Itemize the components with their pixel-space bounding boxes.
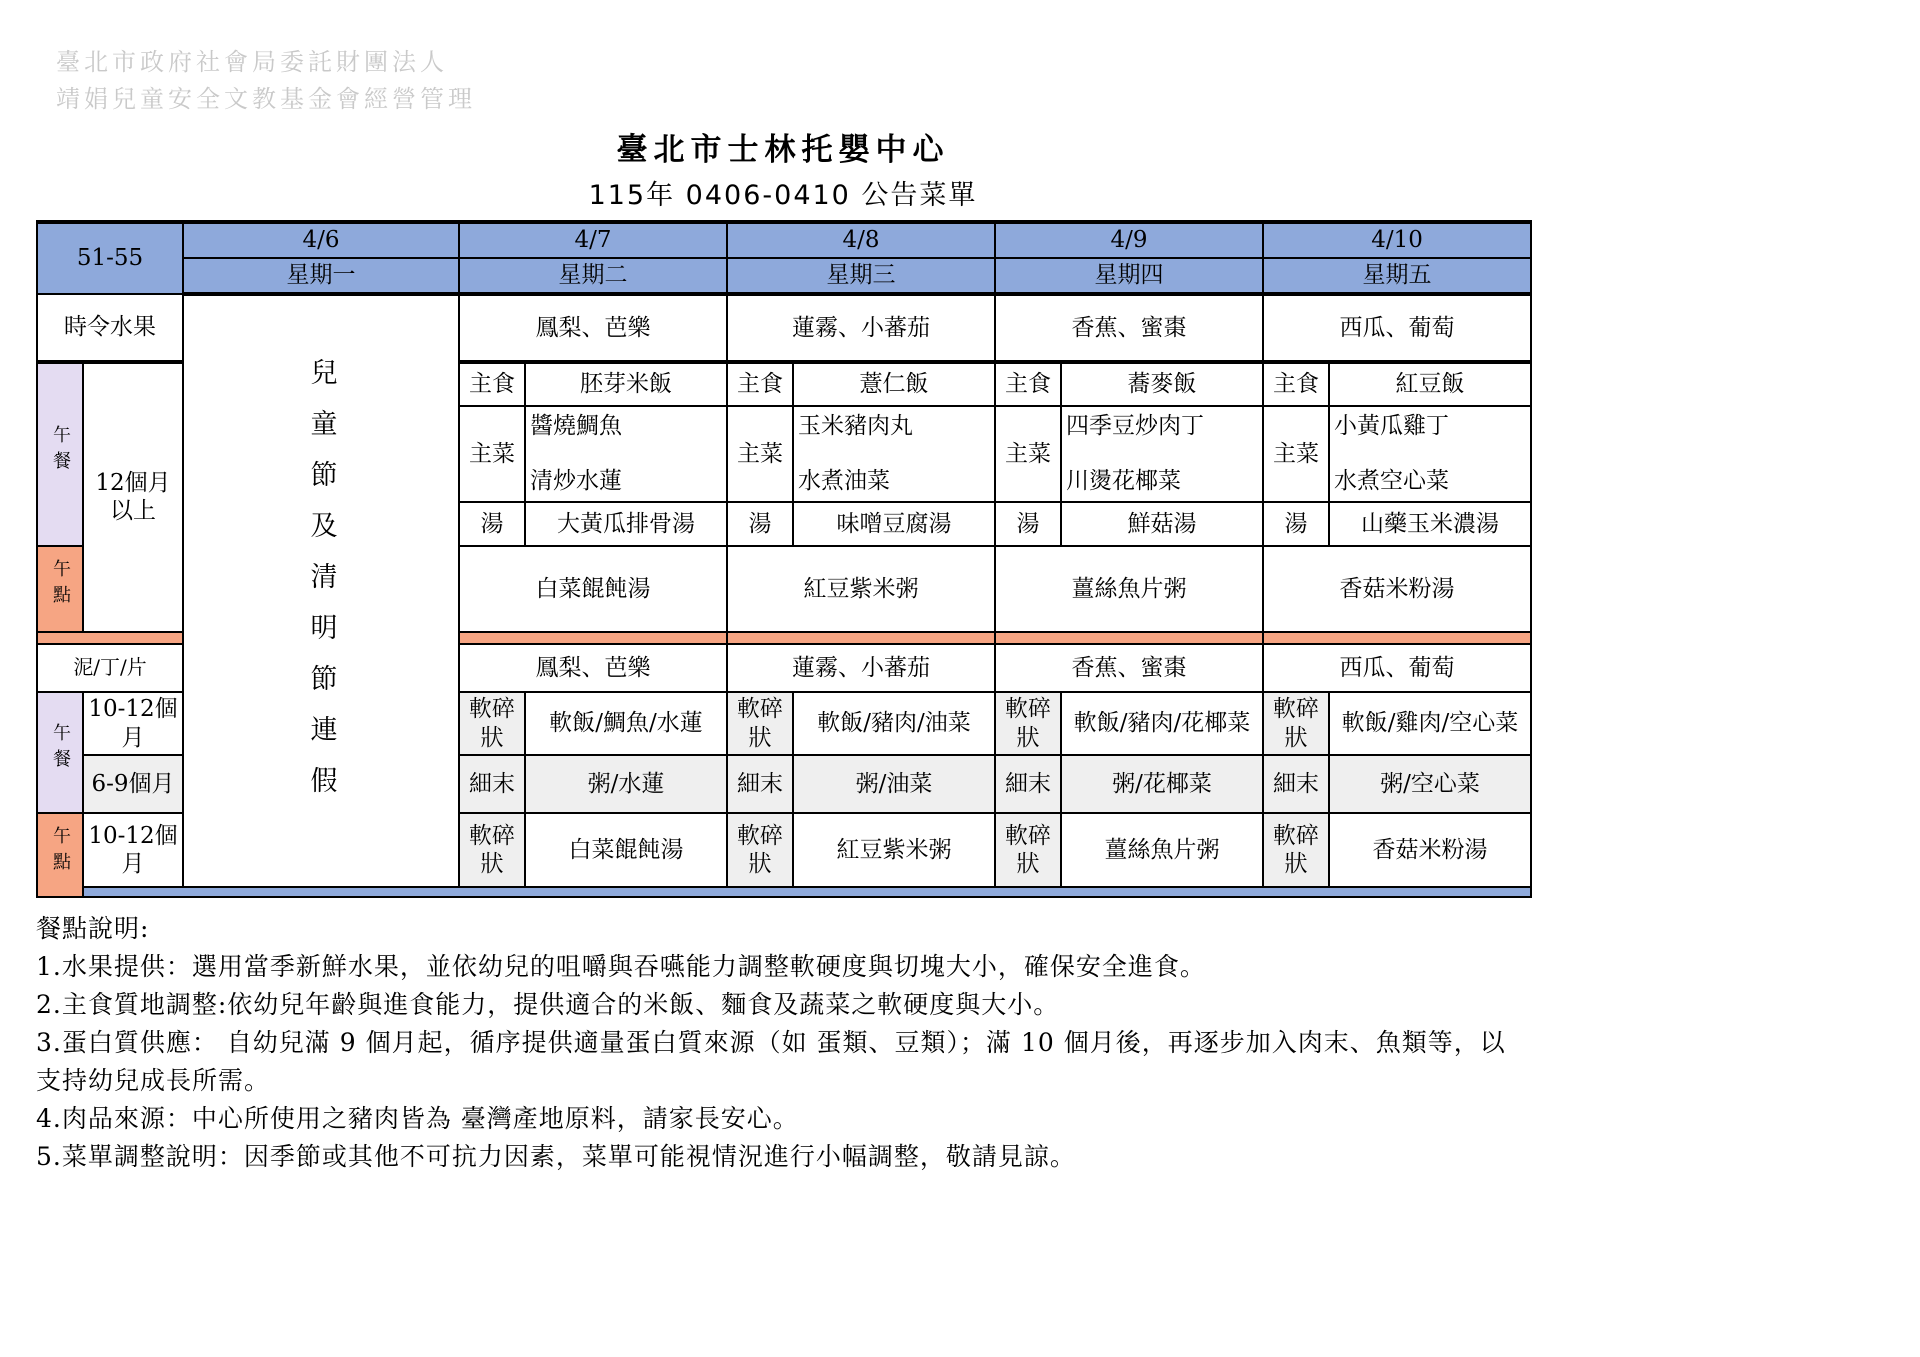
bottom-band (83, 887, 1531, 897)
fruit-cell: 香蕉、蜜棗 (995, 644, 1263, 692)
soft-meal-value: 軟飯/豬肉/花椰菜 (1061, 692, 1263, 756)
soft-mashed-label: 軟碎狀 (459, 813, 525, 887)
date-cell: 4/6 (183, 222, 459, 258)
soft-mashed-label: 軟碎狀 (727, 692, 793, 756)
menu-table (36, 220, 1532, 898)
snack-value: 白菜餛飩湯 (459, 546, 727, 632)
note-item: 3.蛋白質供應： 自幼兒滿 9 個月起，循序提供適量蛋白質來源（如 蛋類、豆類）；滿 10 個月後，再逐步加入肉末、魚類等，以支持幼兒成長所需。 (36, 1028, 1506, 1096)
soft-snack-value: 香菇米粉湯 (1329, 813, 1531, 887)
age-10-12-label: 10-12個月 (83, 692, 183, 756)
note-item: 4.肉品來源：中心所使用之豬肉皆為 臺灣產地原料，請家長安心。 (36, 1104, 799, 1134)
fine-minced-label: 細末 (995, 755, 1061, 813)
soup-value: 鮮菇湯 (1061, 502, 1263, 546)
snack-label: 午點 (37, 813, 83, 897)
fine-minced-label: 細末 (727, 755, 793, 813)
weekday-cell: 星期五 (1263, 258, 1531, 294)
snack-age-label: 10-12個月 (83, 813, 183, 887)
soft-meal-value: 軟飯/豬肉/油菜 (793, 692, 995, 756)
staple-value: 紅豆飯 (1329, 362, 1531, 406)
separator-band (459, 632, 727, 644)
separator-band (995, 632, 1263, 644)
weekday-cell: 星期三 (727, 258, 995, 294)
staple-value: 胚芽米飯 (525, 362, 727, 406)
note-item: 1.水果提供：選用當季新鮮水果，並依幼兒的咀嚼與吞嚥能力調整軟硬度與切塊大小，確保安全進食。 (36, 952, 1206, 982)
page-title: 臺北市士林托嬰中心 (616, 132, 950, 169)
seasonal-fruit-label: 時令水果 (37, 294, 183, 362)
soft-meal-value: 軟飯/鯛魚/水蓮 (525, 692, 727, 756)
fruit-cell: 西瓜、葡萄 (1263, 294, 1531, 362)
week-code-cell: 51-55 (37, 222, 183, 294)
main-dish-label: 主菜 (459, 406, 525, 502)
snack-value: 紅豆紫米粥 (727, 546, 995, 632)
date-cell: 4/8 (727, 222, 995, 258)
soft-meal-value: 軟飯/雞肉/空心菜 (1329, 692, 1531, 756)
page-subtitle: 115年 0406-0410 公告菜單 (588, 180, 978, 212)
menu-page (36, 0, 1530, 1176)
soft-mashed-label: 軟碎狀 (995, 692, 1061, 756)
lunch-label: 午餐 (37, 692, 83, 814)
staple-label: 主食 (727, 362, 793, 406)
staple-label: 主食 (459, 362, 525, 406)
soup-value: 山藥玉米濃湯 (1329, 502, 1531, 546)
fine-meal-value: 粥/水蓮 (525, 755, 727, 813)
weekday-cell: 星期二 (459, 258, 727, 294)
age-6-9-label: 6-9個月 (83, 755, 183, 813)
soup-label: 湯 (727, 502, 793, 546)
main-dish-label: 主菜 (727, 406, 793, 502)
soft-mashed-label: 軟碎狀 (459, 692, 525, 756)
age-12plus-label: 12個月以上 (83, 362, 183, 632)
fruit-cell: 鳳梨、芭樂 (459, 294, 727, 362)
watermark-line2: 靖娟兒童安全文教基金會經營管理 (56, 85, 476, 114)
holiday-note: 兒童節及清明節連假 (305, 357, 337, 817)
snack-label: 午點 (37, 546, 83, 632)
soft-mashed-label: 軟碎狀 (727, 813, 793, 887)
soup-label: 湯 (459, 502, 525, 546)
watermark (56, 44, 1530, 118)
staple-label: 主食 (1263, 362, 1329, 406)
separator-band (1263, 632, 1531, 644)
fine-meal-value: 粥/油菜 (793, 755, 995, 813)
soup-value: 味噌豆腐湯 (793, 502, 995, 546)
soft-snack-value: 白菜餛飩湯 (525, 813, 727, 887)
staple-label: 主食 (995, 362, 1061, 406)
weekday-cell: 星期四 (995, 258, 1263, 294)
fine-meal-value: 粥/空心菜 (1329, 755, 1531, 813)
snack-value: 香菇米粉湯 (1263, 546, 1531, 632)
staple-value: 蕎麥飯 (1061, 362, 1263, 406)
note-item: 2.主食質地調整:依幼兒年齡與進食能力，提供適合的米飯、麵食及蔬菜之軟硬度與大小。 (36, 990, 1060, 1020)
notes-section (36, 910, 1530, 1176)
date-cell: 4/7 (459, 222, 727, 258)
fine-minced-label: 細末 (1263, 755, 1329, 813)
soup-value: 大黃瓜排骨湯 (525, 502, 727, 546)
soup-label: 湯 (995, 502, 1061, 546)
staple-value: 薏仁飯 (793, 362, 995, 406)
main-dish-value: 四季豆炒肉丁 川燙花椰菜 (1061, 406, 1263, 502)
main-dish-label: 主菜 (995, 406, 1061, 502)
soft-mashed-label: 軟碎狀 (1263, 692, 1329, 756)
notes-heading: 餐點說明: (36, 914, 150, 944)
note-item: 5.菜單調整說明：因季節或其他不可抗力因素，菜單可能視情況進行小幅調整，敬請見諒。 (36, 1142, 1076, 1172)
soft-snack-value: 紅豆紫米粥 (793, 813, 995, 887)
soft-mashed-label: 軟碎狀 (1263, 813, 1329, 887)
soft-mashed-label: 軟碎狀 (995, 813, 1061, 887)
fruit-cell: 蓮霧、小蕃茄 (727, 294, 995, 362)
soup-label: 湯 (1263, 502, 1329, 546)
separator-band (37, 632, 183, 644)
main-dish-value: 玉米豬肉丸 水煮油菜 (793, 406, 995, 502)
weekday-cell: 星期一 (183, 258, 459, 294)
lunch-label: 午餐 (37, 362, 83, 546)
soft-snack-value: 薑絲魚片粥 (1061, 813, 1263, 887)
date-cell: 4/10 (1263, 222, 1531, 258)
main-dish-value: 醬燒鯛魚 清炒水蓮 (525, 406, 727, 502)
main-dish-label: 主菜 (1263, 406, 1329, 502)
fruit-cell: 西瓜、葡萄 (1263, 644, 1531, 692)
fine-meal-value: 粥/花椰菜 (1061, 755, 1263, 813)
texture-header: 泥/丁/片 (37, 644, 183, 692)
fruit-cell: 香蕉、蜜棗 (995, 294, 1263, 362)
watermark-line1: 臺北市政府社會局委託財團法人 (56, 48, 448, 76)
holiday-note-cell (183, 294, 459, 888)
main-dish-value: 小黃瓜雞丁 水煮空心菜 (1329, 406, 1531, 502)
date-cell: 4/9 (995, 222, 1263, 258)
separator-band (727, 632, 995, 644)
snack-value: 薑絲魚片粥 (995, 546, 1263, 632)
fruit-cell: 蓮霧、小蕃茄 (727, 644, 995, 692)
fine-minced-label: 細末 (459, 755, 525, 813)
fruit-cell: 鳳梨、芭樂 (459, 644, 727, 692)
